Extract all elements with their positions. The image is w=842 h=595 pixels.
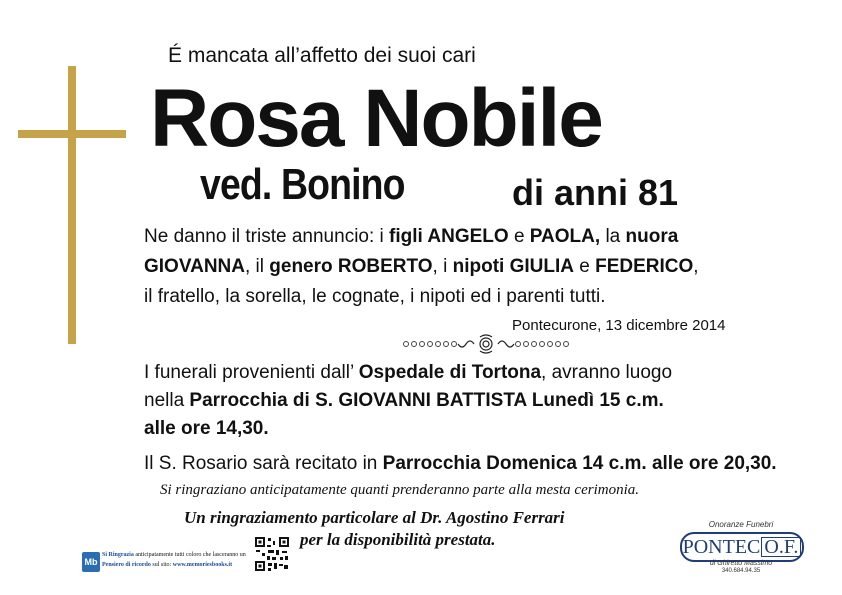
text-bold: PAOLA, [529,226,601,247]
memoriesbooks-icon: Mb [82,552,100,572]
footer-line-2 [102,562,232,568]
announcement-line-1 [144,226,678,248]
general-thanks: Si ringraziano anticipatamente quanti prenderanno parte alla mesta cerimonia. [160,482,639,498]
intro-text: É mancata all’affetto dei suoi cari [168,44,476,67]
text-bold: genero ROBERTO [269,256,433,277]
text: , i [432,256,453,277]
funeral-line-2 [144,390,664,412]
text-bold: nuora [625,226,679,247]
funeral-line-3: alle ore 14,30. [144,418,269,439]
funeral-line-1 [144,362,672,384]
text: la [600,226,626,247]
cross-horizontal [18,130,126,138]
text-bold: nipoti GIULIA [452,256,574,277]
age-text: di anni 81 [512,172,679,213]
funeral-home-logo [676,520,806,576]
text: e [573,256,596,277]
logo-subtitle: Onoranze Funebri [708,520,774,529]
text-bold: figli ANGELO [389,226,509,247]
cross-vertical [68,66,76,344]
text: e [508,226,530,247]
text-highlight: Si Ringrazia [102,552,134,558]
logo-of-box: O.F. [761,537,801,557]
announcement-line-2 [144,256,699,278]
text: nella [144,390,190,411]
logo-name: PONTEC [682,536,761,558]
qr-code-icon[interactable] [254,536,290,572]
text-bold: Ospedale di Tortona [358,362,542,383]
text-bold: Parrocchia di S. GIOVANNI BATTISTA Lunedì 15 c.m. [189,390,664,411]
text-bold: GIOVANNA [144,256,245,277]
text: I funerali provenienti dall’ [144,362,359,383]
text: sul sito: [150,562,173,568]
text: Ne danno il triste annuncio: i [144,226,390,247]
logo-owner: di Ghiretto Massimo [709,560,773,567]
text-bold: FEDERICO [595,256,694,277]
text: anticipatamente tutti coloro che lasceranno un [133,552,246,558]
text: , il [244,256,270,277]
text-bold: Parrocchia Domenica 14 c.m. alle ore 20,30. [382,453,777,474]
special-thanks-line-1: Un ringraziamento particolare al Dr. Agostino Ferrari [184,508,565,527]
deceased-name: Rosa Nobile [150,73,602,164]
married-name: ved. Bonino [200,160,405,209]
special-thanks-line-2: per la disponibilità prestata. [300,530,496,549]
rosary-line [144,453,777,475]
text: Il S. Rosario sarà recitato in [144,453,383,474]
text: , avranno luogo [541,362,673,383]
place-date: Pontecurone, 13 dicembre 2014 [512,317,726,334]
announcement-line-3: il fratello, la sorella, le cognate, i nipoti ed i parenti tutti. [144,286,606,307]
text: , [693,256,699,277]
website-link[interactable]: www.memoriesbooks.it [172,562,233,568]
logo-phone: 340.684.94.35 [721,568,761,574]
ornament-divider [396,332,576,356]
logo-badge [680,532,804,562]
text-highlight: Pensiero di ricordo [102,562,151,568]
footer-line-1 [102,552,246,558]
